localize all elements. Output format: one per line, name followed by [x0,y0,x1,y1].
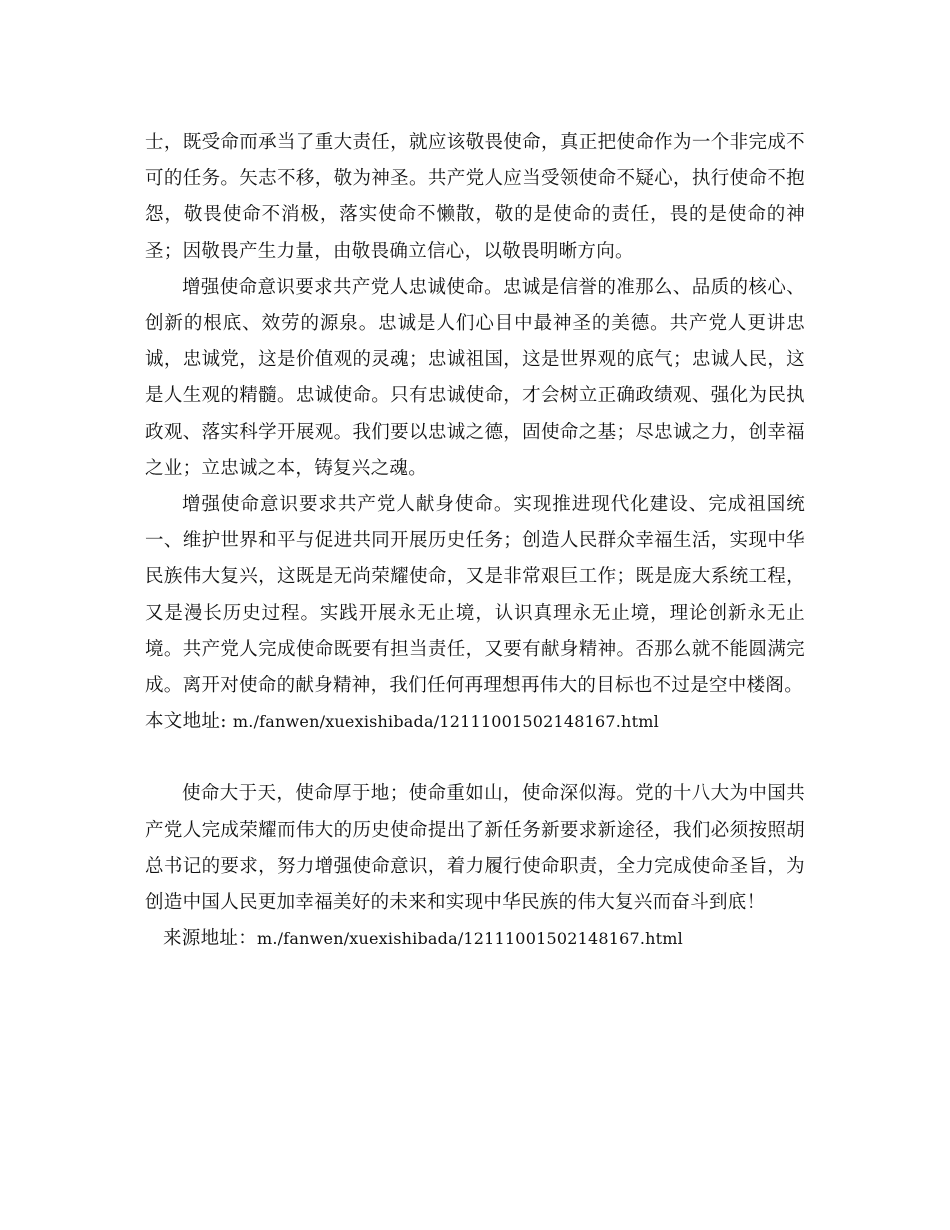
document-body [145,125,805,957]
paragraph-conclusion: 使命大于天，使命厚于地；使命重如山，使命深似海。党的十八大为中国共产党人完成荣耀而伟大的历史使命提出了新任务新要求新途径，我们必须按照胡总书记的要求，努力增强使命意识，着力履行使命职责，全力完成使命圣旨，为创造中国人民更加幸福美好的未来和实现中华民族的伟大复兴而奋斗到底！ [145,783,805,914]
source-address-label: 来源地址： [163,928,258,950]
paragraph-loyalty: 增强使命意识要求共产党人忠诚使命。忠诚是信誉的准那么、品质的核心、创新的根底、效劳的源泉。忠诚是人们心目中最神圣的美德。共产党人更讲忠诚，忠诚党，这是价值观的灵魂；忠诚祖国，这是世界观的底气；忠诚人民，这是人生观的精髓。忠诚使命。只有忠诚使命，才会树立正确政绩观、强化为民执政观、落实科学开展观。我们要以忠诚之德，固使命之基；尽忠诚之力，创幸福之业；立忠诚之本，铸复兴之魂。 [145,276,805,479]
paragraph-dedication: 增强使命意识要求共产党人献身使命。实现推进现代化建设、完成祖国统一、维护世界和平与促进共同开展历史任务；创造人民群众幸福生活，实现中华民族伟大复兴，这既是无尚荣耀使命，又是非常艰巨工作；既是庞大系统工程，又是漫长历史过程。实践开展永无止境，认识真理永无止境，理论创新永无止境。共产党人完成使命既要有担当责任，又要有献身精神。否那么就不能圆满完成。离开对使命的献身精神，我们任何再理想再伟大的目标也不过是空中楼阁。 [145,494,805,697]
paragraph-continuation: 士，既受命而承当了重大责任，就应该敬畏使命，真正把使命作为一个非完成不可的任务。矢志不移，敬为神圣。共产党人应当受领使命不疑心，执行使命不抱怨，敬畏使命不消极，落实使命不懒散，敬的是使命的责任，畏的是使命的神圣；因敬畏产生力量，由敬畏确立信心，以敬畏明晰方向。 [145,132,805,262]
article-address-link[interactable]: m./fanwen/xuexishibada/12111001502148167.html [232,712,659,732]
source-address-link[interactable]: m./fanwen/xuexishibada/12111001502148167.html [257,929,683,949]
source-address-line [145,921,805,957]
article-address-label: 本文地址: [145,711,227,733]
article-address-line [145,704,805,740]
spacer [145,740,805,776]
